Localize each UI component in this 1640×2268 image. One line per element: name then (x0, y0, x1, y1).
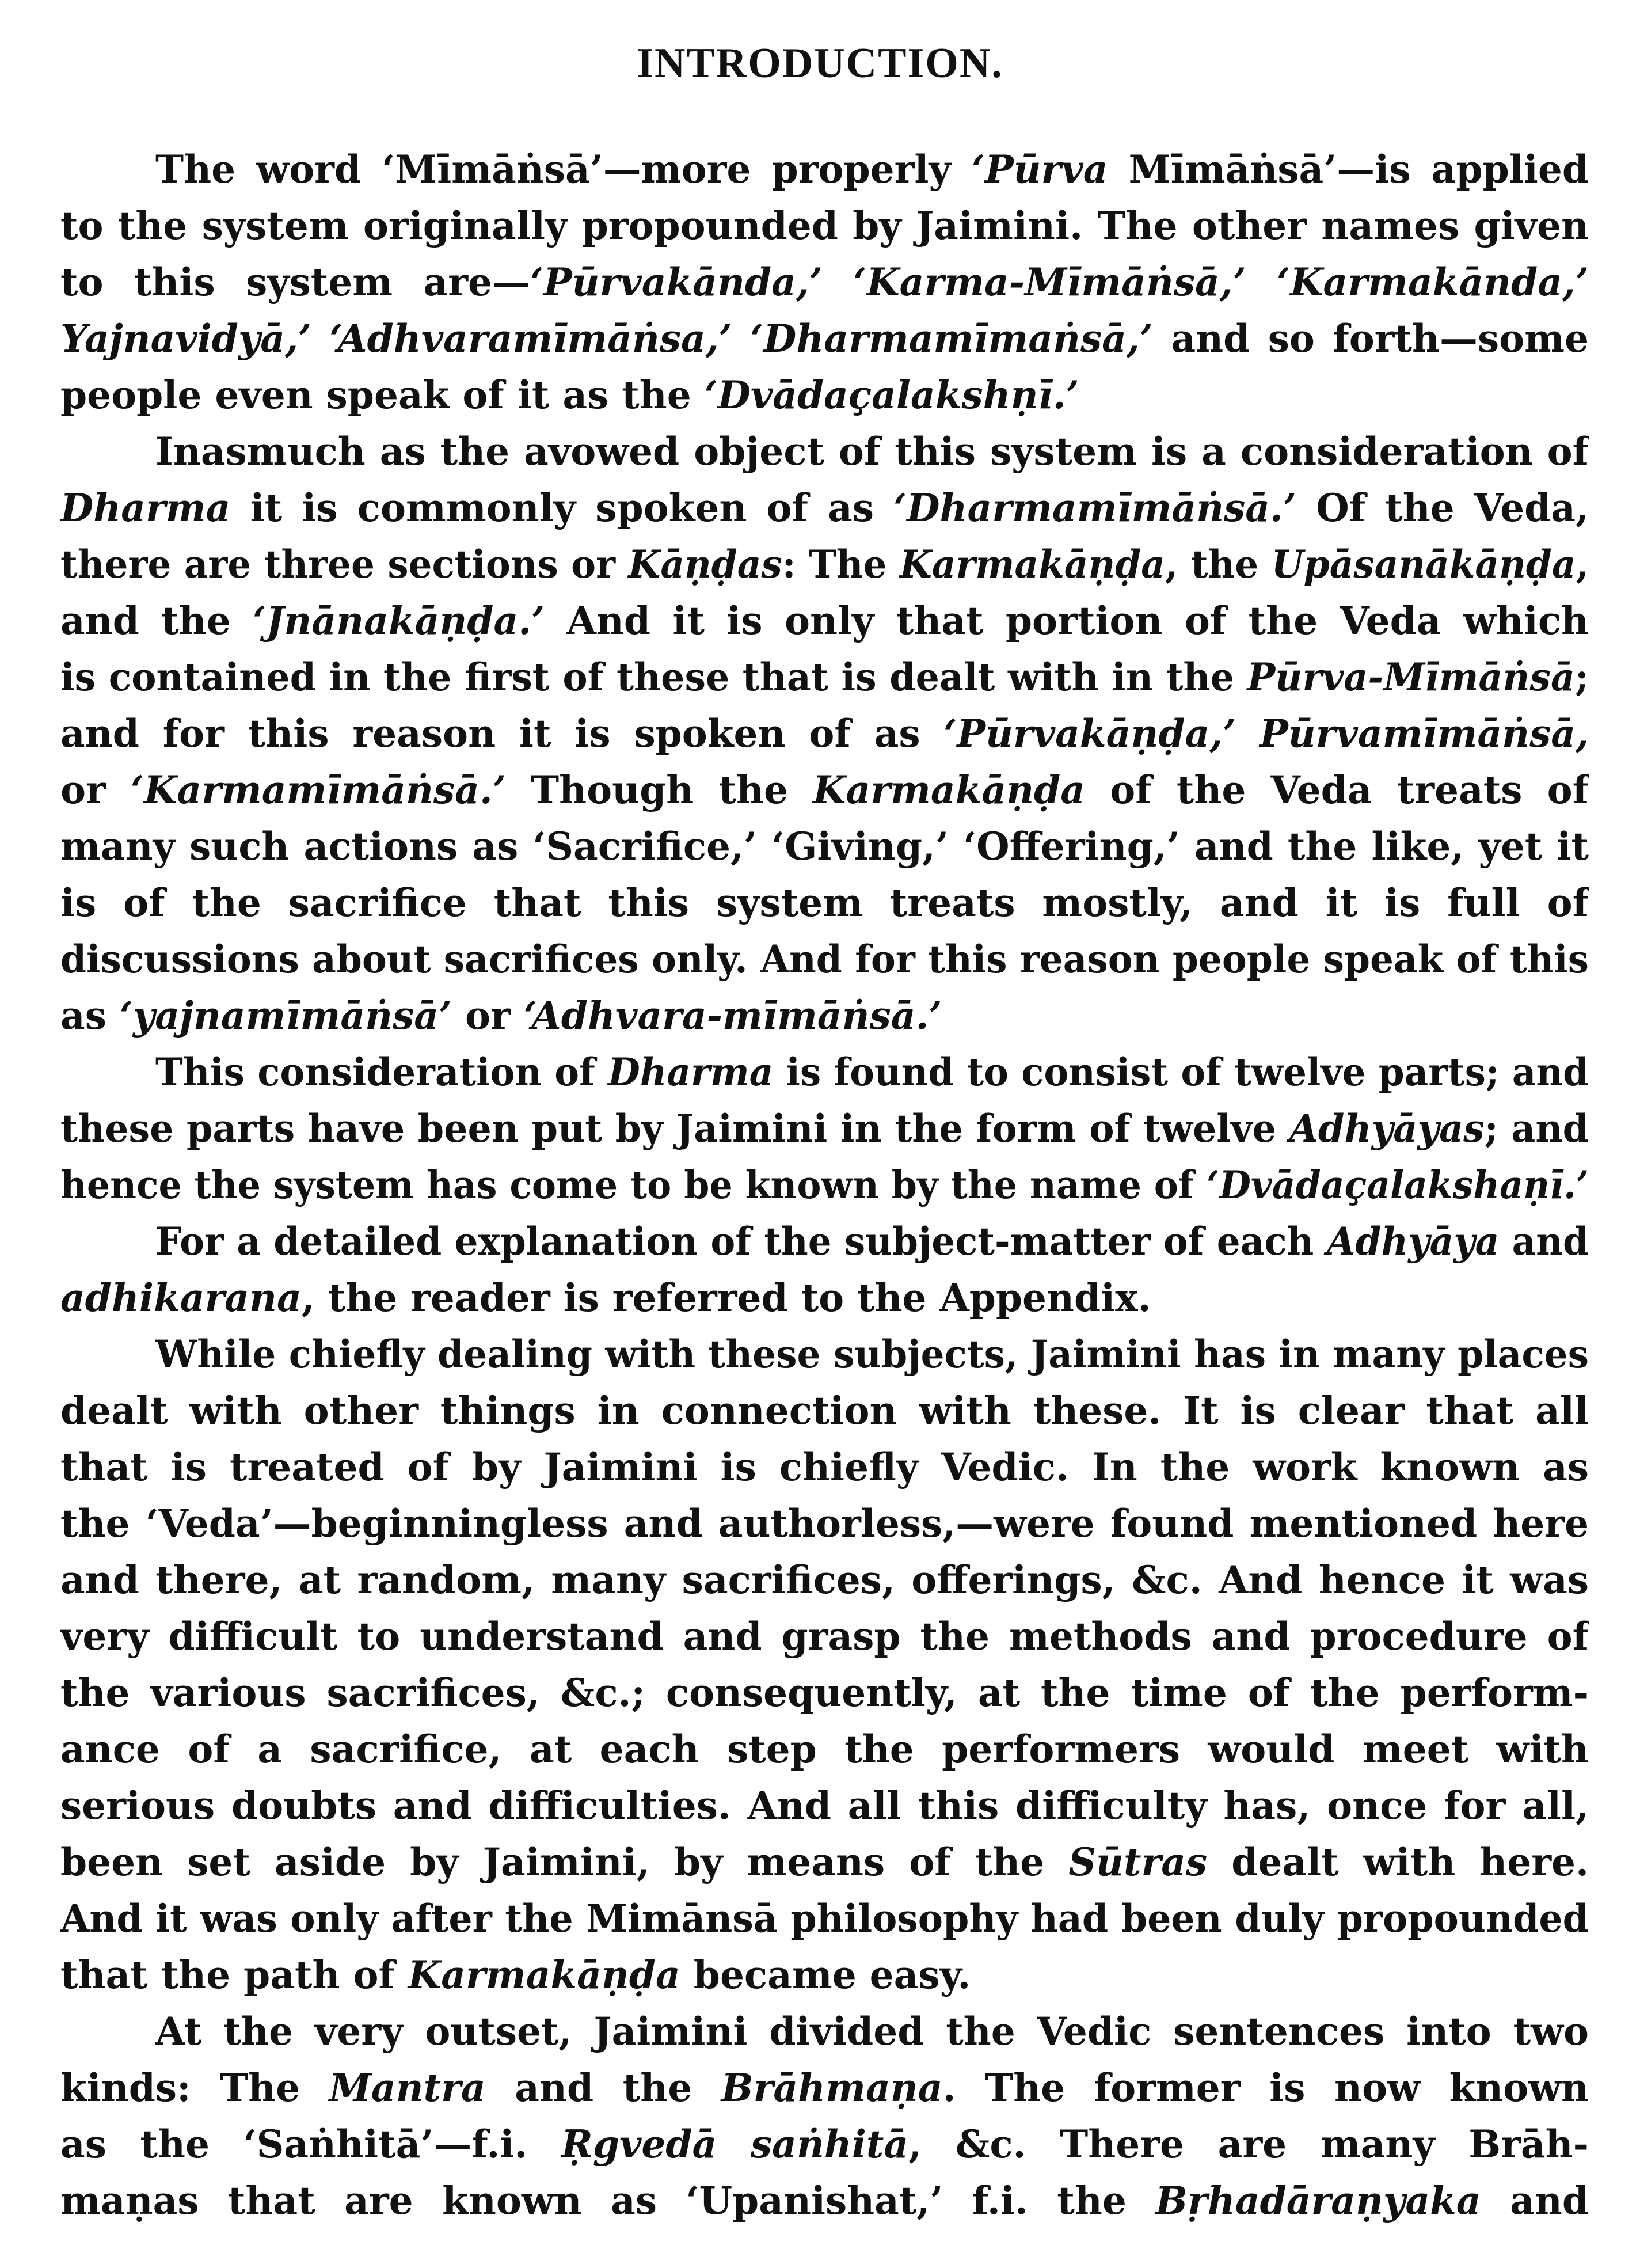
text-segment: as the ‘Saṅhitā’—f.i. (60, 2122, 562, 2167)
text-segment: kinds: The (60, 2065, 329, 2110)
text-segment: is contained in the first of these that is dealt with in the (60, 655, 1247, 700)
text-segment: that is treated of by Jaimini is chiefly Vedic. In the work known as (60, 1445, 1589, 1490)
text-segment: the various sacrifices, &c.; consequently, at the time of the perform- (60, 1670, 1589, 1715)
italic-term: ‘Adhvara-mīmāṅsā.’ (523, 993, 942, 1038)
text-line (60, 1495, 1589, 1552)
italic-term: adhikarana (60, 1275, 302, 1320)
text-segment: , the reader is referred to the Appendix. (301, 1275, 1151, 1320)
italic-term: Adhyāya (1326, 1219, 1500, 1264)
text-segment: serious doubts and difficulties. And all this difficulty has, once for all, (60, 1783, 1589, 1828)
italic-term: ‘Dharmamīmāṅsā.’ (893, 485, 1296, 530)
page-title: INTRODUCTION. (637, 40, 1003, 87)
text-segment: The word ‘Mīmāṅsā’—more properly (155, 147, 972, 192)
paragraph-first-line (60, 1213, 1589, 1270)
text-line (60, 1947, 1589, 2003)
text-segment: and (1481, 2178, 1589, 2223)
text-line (60, 1100, 1589, 1157)
text-line (60, 931, 1589, 987)
text-segment: Though the (505, 768, 813, 812)
paragraph-first-line (60, 1326, 1589, 1382)
text-line (60, 987, 1589, 1044)
text-line (60, 705, 1589, 762)
italic-term: Upāsanākāṇḍa (1271, 542, 1576, 587)
italic-term: Bṛhadāraṇyaka (1155, 2178, 1481, 2223)
text-line (60, 1608, 1589, 1665)
text-segment: And it was only after the Mimānsā philosophy had been duly propounded (60, 1896, 1589, 1941)
text-segment: Mīmāṅsā’—is applied (1108, 147, 1589, 192)
italic-term: Karmakāṇḍa (899, 542, 1165, 587)
text-segment: people even speak of it as the (60, 373, 705, 417)
text-segment: very difficult to understand and grasp the methods and procedure of (60, 1614, 1589, 1659)
paragraph-first-line (60, 2003, 1589, 2060)
italic-term: Adhyāyas (1289, 1106, 1485, 1151)
text-segment: This consideration of (155, 1050, 608, 1095)
text-segment: hence the system has come to be known by the name of (60, 1163, 1207, 1207)
text-segment: and there, at random, many sacrifices, offerings, &c. And hence it was (60, 1557, 1589, 1602)
text-line (60, 536, 1589, 592)
text-line (60, 1721, 1589, 1777)
text-line (60, 818, 1589, 875)
text-segment: Inasmuch as the avowed object of this system is a consideration of (155, 429, 1589, 474)
text-line (60, 1439, 1589, 1495)
italic-term: Dharma (60, 485, 231, 530)
text-segment: to this system are— (60, 260, 531, 305)
text-line (60, 2172, 1589, 2229)
text-segment: ance of a sacrifice, at each step the performers would meet with (60, 1727, 1589, 1772)
body-text (60, 141, 1589, 2229)
text-segment: For a detailed explanation of the subject-matter of each (155, 1219, 1327, 1264)
text-segment: there are three sections or (60, 542, 629, 587)
text-segment: that the path of (60, 1952, 408, 1997)
text-segment: , &c. There are many Brāh- (908, 2122, 1589, 2167)
text-segment: maṇas that are known as ‘Upanishat,’ f.i. the (60, 2178, 1156, 2223)
italic-term: Ṛgvedā saṅhitā (561, 2122, 909, 2167)
text-segment: dealt with here. (1207, 1840, 1589, 1885)
text-line (60, 1777, 1589, 1834)
text-segment: the ‘Veda’—beginningless and authorless,—were found mentioned here (60, 1501, 1589, 1546)
text-line (60, 1382, 1589, 1439)
paragraph-first-line (60, 141, 1589, 197)
italic-term: Mantra (329, 2065, 486, 2110)
text-segment: discussions about sacrifices only. And for this reason people speak of this (60, 937, 1589, 982)
italic-term: Sūtras (1068, 1840, 1208, 1885)
italic-term: ‘Karmamīmāṅsā.’ (131, 768, 506, 812)
italic-term: Brāhmaṇa (721, 2065, 943, 2110)
text-segment: And it is only that portion of the Veda which (545, 598, 1589, 643)
text-segment: of the Veda treats of (1085, 768, 1589, 812)
text-segment: these parts have been put by Jaimini in the form of twelve (60, 1106, 1289, 1151)
text-segment: or (452, 993, 524, 1038)
italic-term: Karmakāṇḍa (813, 768, 1086, 812)
text-segment: ; (1575, 655, 1589, 700)
text-line (60, 592, 1589, 649)
paragraph-first-line (60, 1044, 1589, 1100)
italic-term: ‘Pūrvakāṇḍa,’ Pūrvamīmāṅsā, (943, 711, 1589, 756)
text-segment: , (1576, 542, 1589, 587)
text-segment: been set aside by Jaimini, by means of the (60, 1840, 1069, 1885)
text-segment: ; and (1484, 1106, 1589, 1151)
text-segment: and the (60, 598, 253, 643)
text-line (60, 1834, 1589, 1890)
text-segment: At the very outset, Jaimini divided the Vedic sentences into two (155, 2009, 1589, 2054)
text-line (60, 197, 1589, 254)
italic-term: ‘Pūrvakānda,’ ‘Karma-Mīmāṅsā,’ ‘Karmakānda,’ (530, 260, 1589, 305)
text-segment: and the (485, 2065, 721, 2110)
text-line (60, 875, 1589, 931)
text-segment: it is commonly spoken of as (230, 485, 894, 530)
text-line (60, 649, 1589, 705)
text-segment: , the (1165, 542, 1272, 587)
text-line (60, 310, 1589, 367)
text-line (60, 480, 1589, 536)
text-line (60, 367, 1589, 423)
text-line (60, 1552, 1589, 1608)
text-segment: many such actions as ‘Sacrifice,’ ‘Giving,’ ‘Offering,’ and the like, yet it (60, 824, 1589, 869)
italic-term: Kāṇḍas (628, 542, 782, 587)
italic-term: ‘Dvādaçalakshaṇī.’ (1207, 1163, 1589, 1207)
text-line (60, 2060, 1589, 2116)
text-line (60, 2116, 1589, 2172)
italic-term: Karmakāṇḍa (408, 1952, 680, 1997)
text-segment: : The (782, 542, 900, 587)
paragraph-first-line (60, 423, 1589, 480)
italic-term: ‘Pūrva (972, 147, 1108, 192)
text-line (60, 254, 1589, 310)
text-segment: as (60, 993, 120, 1038)
text-line (60, 1890, 1589, 1947)
text-line (60, 1157, 1589, 1213)
italic-term: Yajnavidyā,’ ‘Adhvaramīmāṅsa,’ ‘Dharmamīmaṅsā,’ (60, 316, 1153, 361)
text-segment: . The former is now known (942, 2065, 1589, 2110)
text-segment: dealt with other things in connection with these. It is clear that all (60, 1388, 1589, 1433)
text-segment: is of the sacrifice that this system treats mostly, and it is full of (60, 880, 1589, 925)
italic-term: ‘Dvādaçalakshṇī.’ (704, 373, 1079, 417)
text-segment: to the system originally propounded by Jaimini. The other names given (60, 203, 1589, 248)
italic-term: ‘yajnamīmāṅsā’ (119, 993, 452, 1038)
italic-term: Pūrva-Mīmāṅsā (1247, 655, 1576, 700)
italic-term: Dharma (608, 1050, 774, 1095)
text-segment: Of the Veda, (1296, 485, 1589, 530)
text-segment: and (1499, 1219, 1589, 1264)
text-segment: or (60, 768, 131, 812)
text-line (60, 1270, 1589, 1326)
text-segment: While chiefly dealing with these subjects, Jaimini has in many places (155, 1332, 1589, 1377)
text-segment: and for this reason it is spoken of as (60, 711, 944, 756)
text-segment: and so forth—some (1152, 316, 1589, 361)
text-line (60, 762, 1589, 818)
text-segment: became easy. (680, 1952, 971, 1997)
text-segment: is found to consist of twelve parts; and (773, 1050, 1589, 1095)
italic-term: ‘Jnānakāṇḍa.’ (253, 598, 545, 643)
text-line (60, 1665, 1589, 1721)
